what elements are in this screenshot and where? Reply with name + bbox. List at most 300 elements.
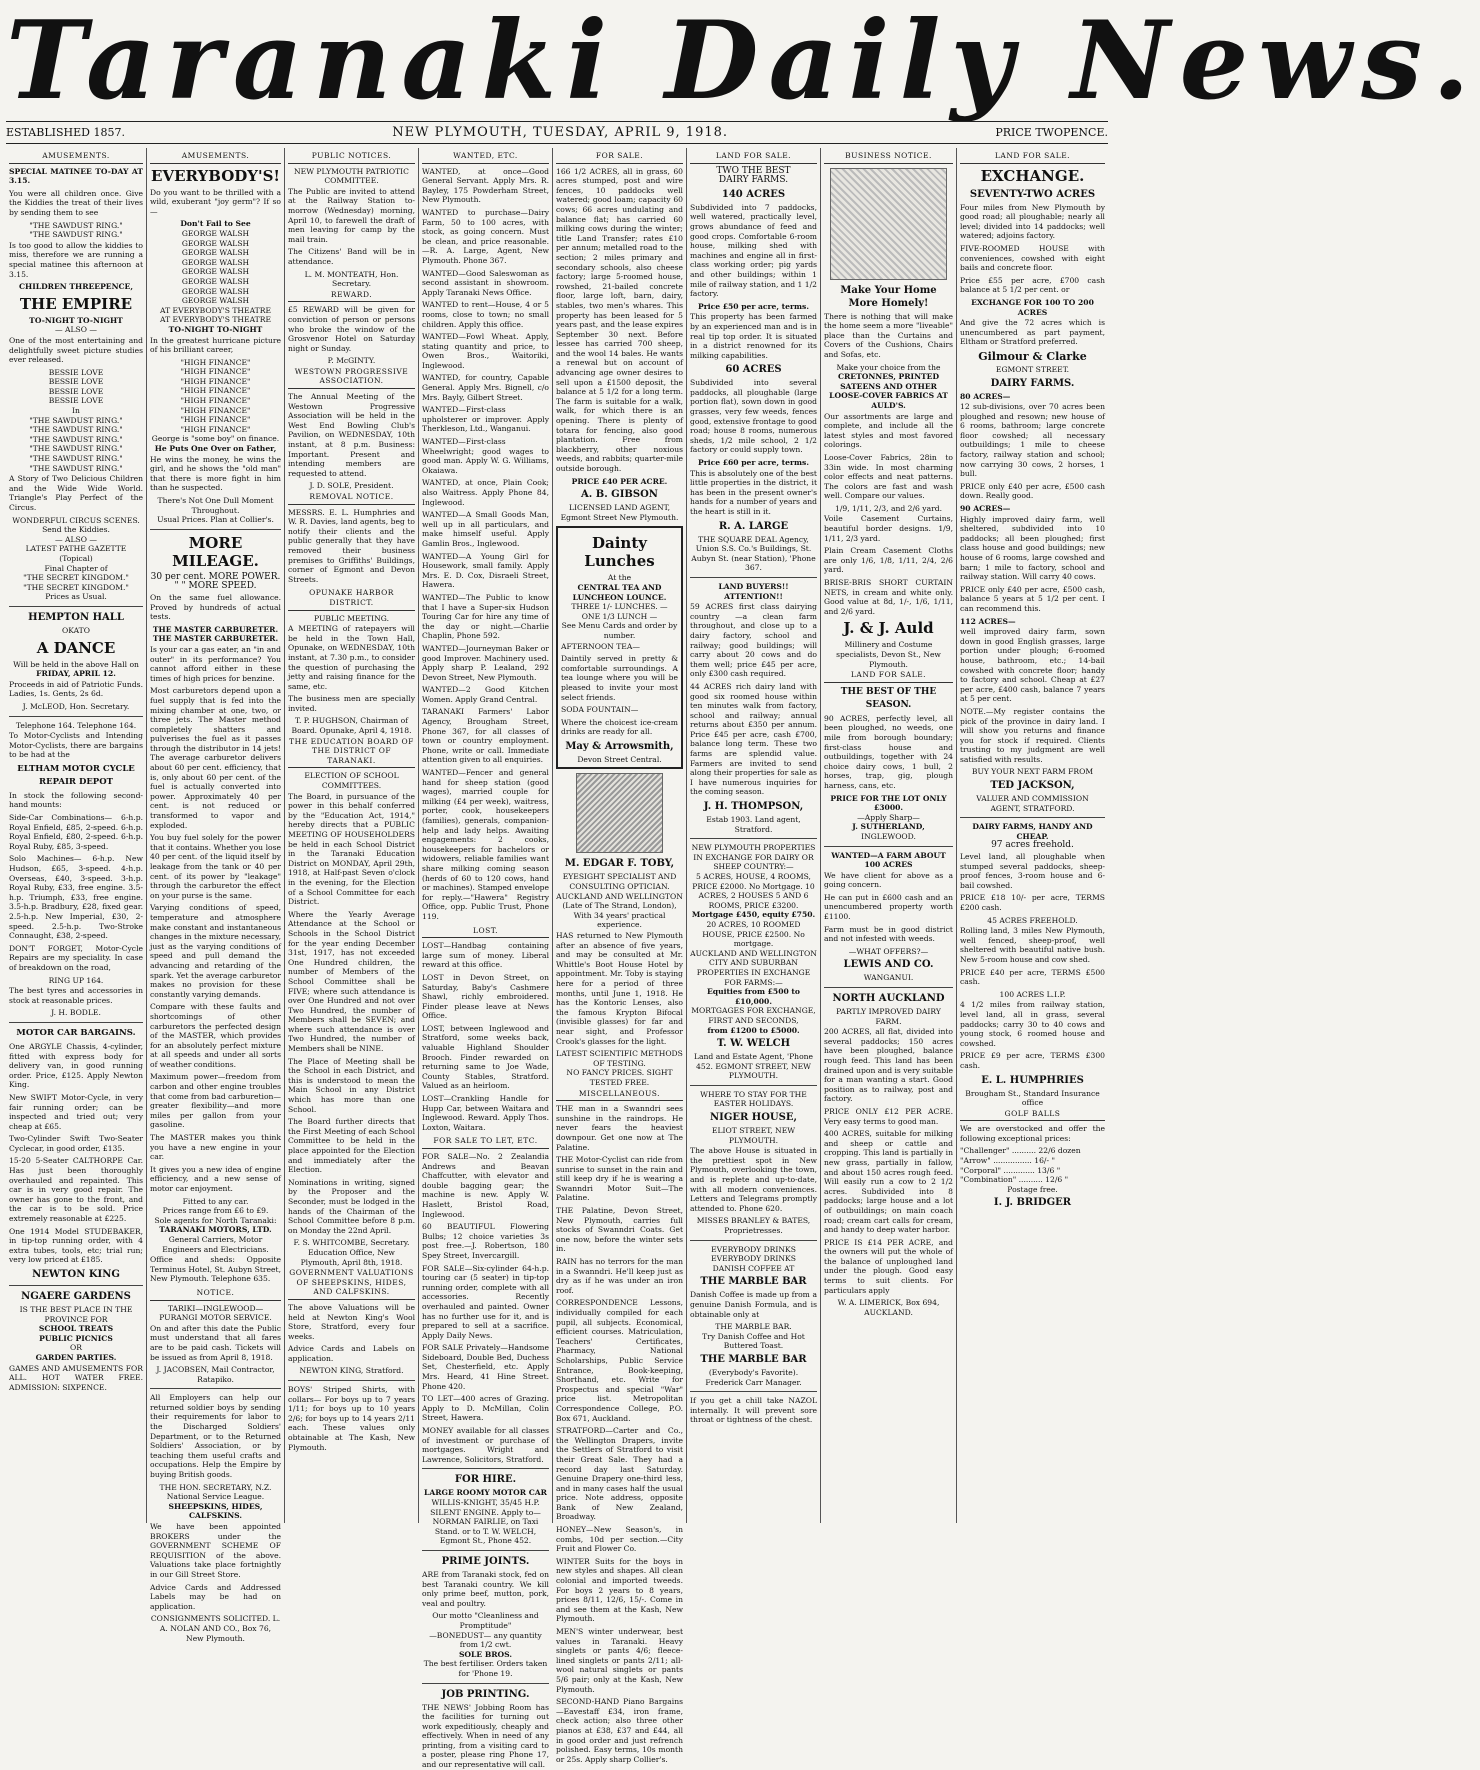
toby-name: M. EDGAR F. TOBY, <box>564 858 675 870</box>
section-heading: REMOVAL NOTICE. <box>288 491 415 505</box>
star-name: GEORGE WALSH <box>181 286 250 296</box>
master-carb: THE MASTER CARBURETER. <box>152 624 279 634</box>
returned-text: HAS returned to New Plymouth after an absence of five years, and may be consulted at Mr. Whittle's Boot House Hotel by appointment. Mr. Toby is staying here for a period of three months, until June 1, 1918. He has the Kontoric Lenses, also the famous Krypton Bifocal (invisible glasses) for far and near sight, and Professor Crook's glasses for the light. <box>556 931 683 1046</box>
acres-112: 112 ACRES— <box>960 616 1016 626</box>
secret-kingdom: "THE SECRET KINGDOM." <box>23 573 129 583</box>
dont-fail: Don't Fail to See <box>180 219 251 229</box>
prime-text: ARE from Taranaki stock, fed on best Taranaki country. We kill only prime beef, mutton, pork, veal and poultry. <box>422 1569 549 1608</box>
masthead-rule <box>6 121 1108 122</box>
handy-text: DAIRY FARMS, HANDY AND CHEAP. <box>972 822 1093 841</box>
more-power: 30 per cent. MORE POWER. <box>150 571 281 582</box>
acres-90: 90 ACRES— <box>960 504 1011 514</box>
wanted-item: WANTED—A Young Girl for Housework, small family. Apply Mrs. E. D. Cox, Disraeli Street, Hawera. <box>422 551 549 590</box>
mortgages-text: MORTGAGES FOR EXCHANGE, FIRST AND SECONDS, <box>691 1006 816 1025</box>
labels-text: Advice Cards and Labels on application. <box>288 1344 415 1363</box>
newton-name: NEWTON KING, Stratford. <box>299 1366 404 1376</box>
sole-name: J. D. SOLE, President. <box>309 481 394 491</box>
agent-text: Land and Estate Agent, 'Phone 452. EGMONT STREET, NEW PLYMOUTH. <box>693 1052 814 1081</box>
limerick-name: W. A. LIMERICK, Box 694, AUCKLAND. <box>837 1298 940 1317</box>
solely-text: You buy fuel solely for the power that it contains. Whether you lose 40 per cent. of the liquid itself by leakage from the tank or 40 per cent. of its power by "leakage" through the carburetor the effect on your purse is the same. <box>150 833 281 900</box>
public-picnics: PUBLIC PICNICS <box>39 1333 113 1343</box>
separator <box>690 838 817 839</box>
separator <box>422 1468 549 1469</box>
danish-text: DANISH COFFEE AT <box>712 1263 795 1273</box>
seventy-two: SEVENTY-TWO ACRES <box>969 188 1096 200</box>
lost-item: LOST, between Inglewood and Stratford, some weeks back, valuable Highland Shoulder Brooch. Finder rewarded on returning same to Joe Wade, County Stables, Stratford. Valued as an heirloom. <box>422 1023 549 1091</box>
everybodys-title: EVERYBODY'S! <box>151 166 280 185</box>
acres-60: 60 ACRES <box>725 364 782 376</box>
hurricane-text: In the greatest hurricane picture of his brilliant career, <box>150 335 281 355</box>
office-text: Office and sheds: Opposite Terminus Hotel, St. Aubyn Street, New Plymouth. Telephone 635. <box>150 1255 281 1284</box>
board-text: The Board, in pursuance of the power in this behalf conferred by the "Education Act, 1914," hereby directs that a PUBLIC MEETING OF HOUSEHOLDERS be held in each School District in the Taranaki Education District on MONDAY, April 29th, 1918, at Half-past Seven o'clock in the evening, for the Election of a School Committee for each District. <box>288 791 415 907</box>
in-text: In <box>72 406 80 416</box>
column-land-exchange <box>957 150 1108 1523</box>
lip-text: 100 ACRES L.I.P. <box>999 989 1066 999</box>
price-400: PRICE IS £14 PER ACRE, and the owners will put the whole of the balance of unploughed land under the plough. Good easy terms to suit clients. For particulars apply <box>824 1237 953 1295</box>
devon-text: Devon Street Central. <box>577 754 662 764</box>
section-heading: NOTICE. <box>150 1287 281 1301</box>
misc-item: HONEY—New Season's, in combs, 10d per section.—City Fruit and Flower Co. <box>556 1525 683 1554</box>
job-printing: JOB PRINTING. <box>441 1688 530 1700</box>
misc-item: MEN'S winter underwear, best values in Taranaki. Heavy singlets or pants 4/6; fleece-lined singlets or pants 2/11; all-wool natural singlets or pants 5/6 pair; only at the Kash, New Plymouth. <box>556 1627 683 1694</box>
employers-text: All Employers can help our returned soldier boys by sending their requirements for labor to the Discharged Soldiers' Department, or to the Returned Soldiers' Association, or by teaching them useful crafts and occupations. Help the Empire by buying British goods. <box>150 1393 281 1480</box>
wanted-item: WANTED—Fowl Wheat. Apply, stating quantity and price, to Owen Bros., Waitoriki, Inglewood. <box>422 332 549 370</box>
annual-text: The Annual Meeting of the Westown Progressive Association will be held in the West End Bowling Club's Pavilion, on WEDNESDAY, 10th instant, at 8 p.m. Business: Important. Present and intending members are requested to attend. <box>288 392 415 478</box>
above-text: The above Valuations will be held at Newton King's Wool Store, Stratford, every four weeks. <box>288 1302 415 1341</box>
section-heading: LAND FOR SALE. <box>690 150 817 164</box>
section-heading: OPUNAKE HARBOR DISTRICT. <box>288 587 415 610</box>
buyers-attention: LAND BUYERS!! ATTENTION!! <box>718 581 789 601</box>
acres-5: 5 ACRES, HOUSE, 4 ROOMS, PRICE £2000. No Mortgage. 10 ACRES, 2 HOUSES 5 AND 6 ROOMS, PRICE £3200. <box>692 872 815 910</box>
sawdust-ring: "THE SAWDUST RING." <box>29 230 123 240</box>
text-100: 4 1/2 miles from railway station, level land, all in grass, several paddocks; carry 30 to 40 cows and young stock, 6 roomed house and cowshed. <box>960 1000 1105 1048</box>
wanted-item: WANTED—The Public to know that I have a Super-six Hudson Touring Car for hire any time of the day or night.—Charlie Chaplin, Phone 592. <box>422 592 549 641</box>
partly-text: PARTLY IMPROVED DAIRY FARM. <box>836 1007 941 1026</box>
gazette-text: LATEST PATHE GAZETTE <box>25 544 127 554</box>
section-heading: REWARD. <box>288 289 415 303</box>
wanted-farm: WANTED—A FARM ABOUT 100 ACRES <box>831 850 946 870</box>
returning-text: The Board further directs that the First Meeting of each School Committee to be held in the place appointed for the Election and immediately after the Election. <box>288 1117 415 1175</box>
exchange-text: AUCKLAND AND WELLINGTON CITY AND SUBURBAN PROPERTIES IN EXCHANGE FOR FARMS:— <box>690 948 817 987</box>
choice-text: Make your choice from the <box>836 362 941 372</box>
postage-text: Postage free. <box>1007 1184 1058 1194</box>
column-amusements-2 <box>147 150 284 1643</box>
masthead-title: Taranaki Daily News. <box>6 0 1480 124</box>
mcginty-name: P. McGINTY. <box>327 356 376 366</box>
film-title: "HIGH FINANCE" <box>180 357 251 367</box>
buy-text: BUY YOUR NEXT FARM FROM <box>971 767 1094 777</box>
film-title: "HIGH FINANCE" <box>180 424 251 434</box>
sawdust-ring: "THE SAWDUST RING." <box>29 463 123 473</box>
text-90: Highly improved dairy farm, well sheltered, subdivided into 10 paddocks; all been ploughed; first class house and good buildings; new house of 6 rooms, large cowshed and barn; 1 mile to factory, school and railway station. Will carry 40 cows. <box>960 514 1105 582</box>
marble-bar: THE MARBLE BAR. <box>715 1322 792 1332</box>
film-title: "HIGH FINANCE" <box>180 405 251 415</box>
invited-text: The Public are invited to attend at the Railway Station to-morrow (Wednesday) morning, April 10, to farewell the draft of men leaving for camp by the mail train. <box>288 186 415 244</box>
separator <box>9 1285 143 1286</box>
hempton-hall: HEMPTON HALL <box>28 611 124 623</box>
tariki-service: TARIKI—INGLEWOOD—PURANGI MOTOR SERVICE. <box>159 1303 272 1323</box>
prime-joints: PRIME JOINTS. <box>441 1555 530 1567</box>
brokers-text: We have been appointed BROKERS under the GOVERNMENT SCHEME OF REQUISITION of the above. Valuations take place fortnightly in our Gill Street Store. <box>150 1522 281 1579</box>
price-80: PRICE only £40 per acre, £500 cash down. Really good. <box>960 481 1105 501</box>
try-text: Try Danish Coffee and Hot Buttered Toast. <box>702 1331 805 1351</box>
separator <box>9 1022 143 1023</box>
average-text: Where the Yearly Average Attendance at the School or Schools in the School District for the year ending December 31st, 1917, has not exceeded One Hundred children, the number of Members of the School Committee shall be FIVE; where such attendance is over One Hundred and not over Two Hundred, the number of Members shall be SEVEN; and where such attendance is over Two Hundred, the number of Members shall be NINE. <box>288 909 415 1054</box>
auld-name: J. & J. Auld <box>843 619 934 638</box>
hire-text: WILLIS-KNIGHT, 35/45 H.P. SILENT ENGINE. Apply to— <box>430 1498 541 1517</box>
tea-lounge: CENTRAL TEA AND LUNCHEON LOUNCE. <box>572 582 667 602</box>
section-heading: MISCELLANEOUS. <box>556 1088 683 1102</box>
may-arrowsmith: May & Arrowsmith, <box>565 740 674 752</box>
compare-text: Compare with these faults and shortcomings of other carburetors the perfected design of the MASTER, which provides for an absolutely perfect mixture at all speeds and under all sorts of weather conditions. <box>150 1002 281 1069</box>
misc-item: THE man in a Swanndri sees sunshine in the raindrops. He never fears the heaviest downpour. Get one now at The Palatine. <box>556 1104 683 1152</box>
cold-text: If you get a chill take NAZOL internally. It will prevent sore throat or tightness of the chest. <box>690 1396 817 1425</box>
wanted-item: WANTED—Journeyman Baker or good Improver. Machinery used. Apply sharp P. Lealand, 292 Devon Street, New Plymouth. <box>422 643 549 682</box>
separator <box>690 1391 817 1392</box>
years-text: With 34 years' practical experience. <box>573 910 666 930</box>
star-name: BESSIE LOVE <box>48 386 104 396</box>
star-name: BESSIE LOVE <box>48 396 104 406</box>
jacobsen-name: J. JACOBSEN, Mail Contractor, Ratapiko. <box>156 1365 275 1384</box>
star-name: GEORGE WALSH <box>181 238 250 248</box>
niger-text: The above House is situated in the prettiest spot in New Plymouth, overlooking the town, and is replete and up-to-date, with all modern conveniences. Letters and Telegrams promptly attended to. Phone 620. <box>690 1146 817 1213</box>
separator <box>824 987 953 988</box>
star-name: BESSIE LOVE <box>48 377 104 387</box>
home-illustration <box>830 168 947 280</box>
tyres-text: The best tyres and accessories in stock at reasonable prices. <box>9 986 143 1005</box>
section-heading: BUSINESS NOTICE. <box>824 150 953 164</box>
wanted-item: TARANAKI Farmers' Labor Agency, Brougham Street, Phone 367, for all classes of town or country employment. Phone, write or call. Immediate attention given to all enquiries. <box>422 707 549 765</box>
sale-item: FOR SALE Privately—Handsome Sideboard, Double Bed, Duchess Set, Chesterfield, etc. Apply Mrs. Heard, 41 Hine Street. Phone 420. <box>422 1343 549 1391</box>
wanted-item: WANTED—A Small Goods Man, well up in all particulars, and make himself useful. Apply Gamlin Bros., Inglewood. <box>422 510 549 548</box>
monteath-name: L. M. MONTEATH, Hon. Secretary. <box>304 269 399 289</box>
price-45: PRICE £40 per acre, TERMS £500 cash. <box>960 967 1105 987</box>
dairy-farms: DAIRY FARMS. <box>990 377 1075 389</box>
sutherland-name: J. SUTHERLAND, <box>852 822 925 832</box>
theatre-text: AT EVERYBODY'S THEATRE <box>160 315 271 325</box>
coffee-text: Danish Coffee is made up from a genuine Danish Formula, and is obtainable only at <box>690 1290 817 1319</box>
children-text: You were all children once. Give the Kiddies the treat of their lives by sending them to see <box>9 188 143 217</box>
circus-text: WONDERFUL CIRCUS SCENES. Send the Kiddies. <box>12 515 140 535</box>
sawdust-ring: "THE SAWDUST RING." <box>29 454 123 464</box>
text-80: 12 sub-divisions, over 70 acres been ploughed and resown; new house of 6 rooms, bathroom; large concrete floor cowshed; all necessary outbuildings; 1 mile to cheese factory, railway station and school; now carrying 30 cows, 2 horses, 1 bull. <box>960 402 1105 479</box>
proceeds-text: Proceeds in aid of Patriotic Funds. Ladies, 1s. Gents, 2s 6d. <box>9 679 143 699</box>
car-bargains: MOTOR CAR BARGAINS. <box>16 1027 136 1038</box>
column-wanted <box>419 150 552 1770</box>
fert-text: The best fertiliser. Orders taken for 'Phone 19. <box>423 1659 548 1678</box>
ring-text: RING UP 164. <box>48 975 104 985</box>
auckland-text: AUCKLAND AND WELLINGTON (Late of The Strand, London), <box>556 891 683 911</box>
section-heading: LOST. <box>422 925 549 939</box>
theatre-text: AT EVERYBODY'S THEATRE <box>160 305 271 315</box>
price-50: Price £50 per acre, terms. <box>698 301 809 311</box>
children-price: CHILDREN THREEPENCE, <box>18 282 133 292</box>
tonight-text: TO-NIGHT TO-NIGHT <box>168 324 263 334</box>
wanted-item: WANTED—Good Saleswoman as second assistant in showroom. Apply Taranaki News Office. <box>422 268 549 297</box>
misc-item: STRATFORD—Carter and Co., the Wellington Drapers, invite the Settlers of Stratford to visit their Great Sale. They had a record day last Saturday. Genuine Drapery one-third less, and in many cases half the usual price. Note address, opposite Bank of New Zealand, Broadway. <box>556 1426 683 1522</box>
lost-item: LOST—Handbag containing large sum of money. Liberal reward at this office. <box>422 941 549 970</box>
studebaker-ad: One 1914 Model STUDEBAKER, in tip-top running order, with 4 extra tubes, tools, etc; trial run; very low priced at £185. <box>9 1226 143 1265</box>
feel-text: The MASTER makes you think you have a new engine in your car. <box>150 1133 281 1162</box>
dance-date: FRIDAY, APRIL 12. <box>36 669 116 679</box>
wanted-item: WANTED to purchase—Dairy Farm, 50 to 100 acres, with stock, as going concern. Must be clean, and price reasonable.—R. A. Large, Agent, New Plymouth. Phone 367. <box>422 207 549 265</box>
most-text: Most carburetors depend upon a fuel supply that is fed into the mixing chamber at one, two, or three jets. The Master method completely shatters and pulverises the fuel as it passes through the distributor in 14 jets! The average carburetor delivers about 60 per cent. efficiency, that is, only about 60 per cent. of the fuel is actually converted into power. Approximately 40 per cent. is not reduced or transformed to vapor and exploded. <box>150 686 281 830</box>
valuer-text: VALUER AND COMMISSION AGENT, STRATFORD. <box>976 794 1089 813</box>
column-land-for-sale <box>687 150 820 1523</box>
film-title: "HIGH FINANCE" <box>180 376 251 386</box>
welch-name: T. W. WELCH <box>716 1038 791 1050</box>
dainty-lunches-ad <box>556 526 683 769</box>
calthorpe-ad: 15-20 5-Seater CALTHORPE Car. Has just been thoroughly overhauled and repainted. This car is in very good repair. The owner has gone to the front, and the car is to be sold. Price extremely reasonable at £225. <box>9 1156 143 1224</box>
humphries-name: E. L. HUMPHRIES <box>981 1074 1084 1086</box>
acres-200: 200 ACRES, all flat, divided into several paddocks; 150 acres have been ploughed, balance rough feed. This land has been drained upon and is very suitable for a man wanting a start. Good position as to railway, post and factory. <box>824 1027 953 1104</box>
wanted-item: WANTED, at once—Good General Servant. Apply Mrs. R. Bayley, 175 Powderham Street, New Plymouth. <box>422 166 549 205</box>
separator <box>9 606 143 607</box>
fancy-text: NO FANCY PRICES. SIGHT TESTED FREE. <box>566 1068 673 1087</box>
more-speed: " " MORE SPEED. <box>174 581 257 592</box>
price-text: PRICE £40 PER ACRE. <box>571 476 668 486</box>
section-heading: FOR SALE TO LET, ETC. <box>422 1135 549 1149</box>
voile-text: Voile Casement Curtains, beautiful border designs. 1/9, 1/11, 2/3 yard. <box>824 514 953 543</box>
dainty-title: Dainty Lunches <box>584 534 655 571</box>
carriers-text: General Carriers, Motor Engineers and Electricians. <box>162 1234 269 1254</box>
best-season: THE BEST OF THE SEASON. <box>840 686 937 710</box>
separator <box>150 1388 281 1389</box>
north-auckland: NORTH AUCKLAND <box>832 993 945 1005</box>
section-heading: THE EDUCATION BOARD OF THE DISTRICT OF TARANAKI. <box>288 736 415 769</box>
sole-bros: SOLE BROS. <box>458 1649 513 1659</box>
for-hire: FOR HIRE. <box>454 1474 517 1486</box>
assort-text: Our assortments are large and complete, and include all the latest styles and most favored colorings. <box>824 411 953 450</box>
separator <box>150 529 281 530</box>
gas-text: Is your car a gas eater, an "in and outer" in its performance? You cannot afford either in these times of high prices for benzine. <box>150 644 281 683</box>
wins-text: He wins the money, he wins the girl, and he shows the "old man" that there is more fight in him than he suspected. <box>150 454 281 493</box>
section-heading: PUBLIC NOTICES. <box>288 150 415 164</box>
loose-text: Loose-Cover Fabrics, 28in to 33in wide. In most charming color effects and neat patterns. The colors are fast and wash well. Compare our values. <box>824 452 953 501</box>
sale-item: FOR SALE—Six-cylinder 64-h.p. touring car (5 seater) in tip-top running order, complete with all accessories. Recently overhauled and painted. Owner has no further use for it, and is prepared to sell at a sacrifice. Apply Daily News. <box>422 1263 549 1340</box>
gives-text: It gives you a new idea of engine efficiency, and a new sense of motor car enjoyment. <box>150 1164 281 1193</box>
egmont-text: Egmont Street New Plymouth. <box>560 512 679 522</box>
stock-text: In stock the following second-hand mounts: <box>9 790 143 810</box>
wanganui-text: WANGANUI. <box>863 973 914 983</box>
maximum-text: Maximum power—freedom from carbon and other engine troubles that come from bad carburetion—greater flexibility—and more miles per gallon from your gasoline. <box>150 1072 281 1130</box>
misc-item: RAIN has no terrors for the man in a Swanndri. He'll keep just as dry as if he was under an iron roof. <box>556 1257 683 1295</box>
acres-44: 44 ACRES rich dairy land with good six roomed house within ten minutes walk from factory, school and railway; annual returns about £350 per annum. Price £45 per acre, cash £700, balance long term. These two farms are splendid value. Farmers are invited to send along their properties for sale as I have numerous inquiries for the coming season. <box>690 681 817 797</box>
topical-text: (Topical) <box>59 553 93 563</box>
star-name: GEORGE WALSH <box>181 267 250 277</box>
garden-parties: GARDEN PARTIES. <box>35 1352 117 1362</box>
swift-ad: New SWIFT Motor-Cycle, in very fair running order; can be inspected and tried out; very cheap at £65. <box>9 1092 143 1131</box>
price-60: Price £60 per acre, terms. <box>698 458 809 468</box>
okato-text: OKATO <box>62 625 90 635</box>
text-45: Rolling land, 3 miles New Plymouth, well fenced, sheep-proof, well sheltered with beautiful native bush. New 5-room house and cow shed. <box>960 926 1105 964</box>
farm-60: Subdivided into several paddocks, all ploughable (large portion flat), sown down in good grasses, very few weeds, fences good, extensive frontage to good road; house 8 rooms, numerous sheds, 1/2 mile school, 2 1/2 factory or could supply town. <box>690 378 817 455</box>
business-text: The business men are specially invited. <box>288 694 415 713</box>
wanted-item: WANTED—First-class Wheelwright; good wages to good man. Apply W. G. Williams, Okaiawa. <box>422 437 549 475</box>
ingle-text: INGLEWOOD. <box>861 831 916 841</box>
messrs-text: MESSRS. E. L. Humphries and W. R. Davies, land agents, beg to notify their clients and the public generally that they have removed their business premises to Griffiths' Buildings, corner of Egmont and Devon Streets. <box>288 507 415 584</box>
freehold-text: 45 ACRES FREEHOLD. <box>987 915 1078 925</box>
usual-text: Usual Prices. Plan at Collier's. <box>157 515 274 525</box>
section-heading: WANTED, ETC. <box>422 150 549 164</box>
acres-20: 20 ACRES, 10 ROOMED HOUSE, PRICE £2500. No mortgage. <box>702 919 805 949</box>
secretary-name: J. McLEOD, Hon. Secretary. <box>22 701 130 711</box>
band-text: The Citizens' Band will be in attendance. <box>288 247 415 266</box>
section-heading: GOLF BALLS <box>960 1108 1105 1122</box>
george-son: George is "some boy" on finance. <box>151 434 280 444</box>
separator <box>824 846 953 847</box>
acres-400: 400 ACRES, suitable for milking and sheep or cattle and cropping. This land is partially in new grass, partially in fallow, and about 150 acres rough feed. Will easily run a cow to 2 1/2 acres. Subdivided into 8 paddocks; large house and a lot of outbuildings; on main coach road; cream cart calls for cream, and handy to deep water harbor. <box>824 1129 953 1235</box>
separator <box>690 1085 817 1086</box>
star-name: GEORGE WALSH <box>181 257 250 267</box>
three-lunches: THREE 1/- LUNCHES. — ONE 1/3 LUNCH — <box>571 602 668 621</box>
price-text: Price £55 per acre, £700 cash balance at 5 1/2 per cent. or <box>960 275 1105 295</box>
sale-item: TO LET—400 acres of Grazing. Apply to D. McMillan, Colin Street, Hawera. <box>422 1394 549 1423</box>
also-text: — ALSO — <box>55 325 97 335</box>
taranaki-motors: TARANAKI MOTORS, LTD. <box>159 1225 272 1235</box>
icecream-text: Where the choicest ice-cream drinks are ready for all. <box>561 717 678 737</box>
bonedust-text: —BONEDUST— any quantity from 1/2 cwt. <box>429 1630 542 1650</box>
eltham-depot: ELTHAM MOTOR CYCLE REPAIR DEPOT <box>17 763 135 787</box>
acres-97: 97 acres freehold. <box>991 840 1074 851</box>
fitted-text: Fitted to any car. <box>182 1196 249 1206</box>
afternoon-text: AFTERNOON TEA— <box>561 641 640 651</box>
golf-ball-price: "Combination" .......... 12/6 " <box>960 1175 1069 1185</box>
misc-item: WINTER Suits for the boys in new styles and shapes. All clean colonial and imported tweeds. For boys 2 years to 8 years, prices 8/11, 12/6, 15/-. Come in and see them at the Kash, New Plymouth. <box>556 1556 683 1624</box>
motorists-text: To Motor-Cyclists and Intending Motor-Cyclists, there are bargains to be had at the <box>9 731 143 760</box>
telephone-text: Telephone 164. Telephone 164. <box>15 720 137 730</box>
brise-text: BRISE-BRIS SHORT CURTAIN NETS, in cream and white only. Good value at 8d, 1/-, 1/6, 1/11, and 2/6 yard. <box>824 578 953 616</box>
dairy-farms: DAIRY FARMS. <box>718 175 789 186</box>
varying-text: Varying conditions of speed, temperature and atmosphere make constant and instantaneous changes in the mixture necessary, just as the varying conditions of speed and pull demand the advancing and retarding of the spark. Yet the average carburetor makes no provision for these constantly varying demands. <box>150 903 281 999</box>
separator <box>422 1683 549 1684</box>
same-fuel: On the same fuel allowance. Proved by hundreds of actual tests. <box>150 592 281 622</box>
patriotic-heading: NEW PLYMOUTH PATRIOTIC COMMITTEE. <box>294 166 409 186</box>
farmed-text: This property has been farmed by an experienced man and is in real tip top order. It is situated in a district renowned for its milking capabilities. <box>690 312 817 360</box>
section-heading: GOVERNMENT VALUATIONS OF SHEEPSKINS, HIDES, AND CALFSKINS. <box>288 1267 415 1300</box>
price-lot: PRICE FOR THE LOT ONLY £3000. <box>830 793 947 813</box>
wanted-item: WANTED—Fencer and general hand for sheep station (good wages), married couple for milking (£4 per week), waitress, porter, cook, housekeepers (families), generals, companion-help and lady helps. Awaiting engagements: 2 cooks, housekeepers for bachelors or widowers, reliable families want share milking coming season (herds of 60 to 120 cows, hand or machines). Stamped envelope for reply.—"Hawera" Registry Office, opp. Public Trust, Phone 119. <box>422 768 549 921</box>
golf-ball-price: "Challenger" .......... 22/6 dozen <box>960 1146 1081 1156</box>
five-text: FIVE-ROOMED HOUSE with conveniences, cowshed with eight bails and concrete floor. <box>960 243 1105 273</box>
large-name: R. A. LARGE <box>718 520 789 532</box>
thompson-name: J. H. THOMPSON, <box>703 801 804 813</box>
sawdust-ring: "THE SAWDUST RING." <box>29 415 123 425</box>
niger-house: NIGER HOUSE, <box>710 1112 797 1124</box>
interest-text: One of the most entertaining and delightfully sweet picture studies ever released. <box>9 335 143 365</box>
section-heading: LAND FOR SALE. <box>824 669 953 683</box>
acres-90: 90 ACRES, perfectly level, all been ploughed, no weeds, one mile from borough boundary; first-class house and outbuildings, together with 24 choice dairy cows, 1 bull, 2 horses, trap, gig, plough harness, cans, etc. <box>824 713 953 790</box>
overstocked-text: We are overstocked and offer the following exceptional prices: <box>960 1124 1105 1143</box>
cretonnes-text: CRETONNES, PRINTED SATEENS AND OTHER LOOSE-COVER FABRICS AT AULD'S. <box>829 372 948 410</box>
star-name: GEORGE WALSH <box>181 228 250 238</box>
from-text: from £1200 to £5000. <box>707 1025 800 1035</box>
sawdust-ring: "THE SAWDUST RING." <box>29 444 123 454</box>
column-for-sale <box>553 150 686 1764</box>
price-text: PRICE TWOPENCE. <box>995 125 1108 139</box>
bridger-name: I. J. BRIDGER <box>993 1197 1072 1209</box>
wanted-item: WANTED—2 Good Kitchen Women. Apply Grand Central. <box>422 685 549 704</box>
fares-text: On and after this date the Public must understand that all fares are to be paid cash. Tickets will be issued as from April 8, 1918. <box>150 1323 281 1362</box>
film-title: "HIGH FINANCE" <box>180 415 251 425</box>
mileage-title: MORE MILEAGE. <box>172 533 259 570</box>
optician-text: EYESIGHT SPECIALIST AND CONSULTING OPTICIAN. <box>562 872 677 892</box>
licensed-text: LICENSED LAND AGENT, <box>568 503 671 513</box>
thrilled-text: Do you want to be thrilled with a wild, exuberant "joy germ"? If so— <box>150 187 281 216</box>
sidecar-list: Side-Car Combinations— 6-h.p. Royal Enfield, £85, 2-speed. 6-h.p. Royal Enfield, £80, 2-speed. 6-h.p. Royal Ruby, £85, 3-speed. <box>9 813 143 851</box>
give-text: And give the 72 acres which is unencumbered as part payment, Eltham or Stratford preferred. <box>960 318 1105 347</box>
latest-text: LATEST SCIENTIFIC METHODS OF TESTING. <box>556 1049 683 1068</box>
nplym-text: NEW PLYMOUTH PROPERTIES IN EXCHANGE FOR DAIRY OR SHEEP COUNTRY:— <box>691 843 816 872</box>
drinks-text: EVERYBODY DRINKS EVERYBODY DRINKS <box>711 1244 796 1264</box>
wanted-item: WANTED, for country, Capable General. Apply Mrs. Bignell, c/o Mrs. Bayly, Gilbert Street. <box>422 373 549 402</box>
separator <box>690 577 817 578</box>
film-title: "HIGH FINANCE" <box>180 396 251 406</box>
favorite-text: (Everybody's Favorite). <box>708 1367 799 1377</box>
exchange-title: EXCHANGE. <box>980 166 1085 185</box>
sole-agents: Sole agents for North Taranaki: <box>154 1215 277 1225</box>
games-text: GAMES AND AMUSEMENTS FOR ALL. HOT WATER FREE. ADMISSION: SIXPENCE. <box>9 1363 143 1392</box>
money-text: MONEY available for all classes of investment or purchase of mortgages. Wright and Lawrence, Solicitors, Stratford. <box>422 1426 549 1464</box>
whitcombe-name: F. S. WHITCOMBE, Secretary. Education Office, New Plymouth, April 8th, 1918. <box>293 1238 410 1267</box>
loose-price: 1/9, 1/11, 2/3, and 2/6 yard. <box>834 503 943 513</box>
misc-item: THE Motor-Cyclist can ride from sunrise to sunset in the rain and still keep dry if he is wearing a Swanndri Motor Suit—The Palatine. <box>556 1155 683 1203</box>
film-title: "HIGH FINANCE" <box>180 367 251 377</box>
jackson-name: TED JACKSON, <box>990 780 1075 792</box>
argyle-ad: One ARGYLE Chassis, 4-cylinder, fitted with express body for delivery van, in good running order. Price, £125. Apply Newton King. <box>9 1041 143 1090</box>
note-text: NOTE.—My register contains the pick of the province in dairy land. I will show you returns and finance you for stock if required. Clients trusting to my judgment are well satisfied with results. <box>960 706 1105 764</box>
final-chapter: Final Chapter of <box>44 563 108 573</box>
egmont-text: EGMONT STREET. <box>995 364 1070 374</box>
master-carb: THE MASTER CARBURETER. <box>152 634 279 644</box>
school-treats: SCHOOL TREATS <box>38 1324 114 1334</box>
solo-list: Solo Machines— 6-h.p. New Hudson, £65, 3-speed. 4-h.p. Overseas, £40, 3-speed. 3-h.p. Royal Ruby, £33, free engine. 3.5-h.p. Triumph, £33, free engine. 3.5-h.p. Bradbury, £28, fixed gear. 2.5-h.p. New Imperial, £30, 2-speed. 2.5-h.p. Two-Stroke Connaught, £38, 2-speed. <box>9 854 143 941</box>
best-place: IS THE BEST PLACE IN THE PROVINCE FOR <box>19 1305 133 1324</box>
dance-title: A DANCE <box>36 638 116 657</box>
twocyl-ad: Two-Cylinder Swift Two-Seater Cyclecar, in good order, £135. <box>9 1134 143 1153</box>
newton-king: NEWTON KING <box>32 1269 120 1280</box>
separator <box>422 1550 549 1551</box>
meeting-heading: PUBLIC MEETING. <box>313 613 389 623</box>
shirts-text: BOYS' Striped Shirts, with collars— For boys up to 7 years 1/11; for boys up to 10 years 2/6; for boys up to 14 years 2/11 each. These values only obtainable at The Kash, New Plymouth. <box>288 1385 415 1452</box>
film-title: "HIGH FINANCE" <box>180 386 251 396</box>
section-heading: WESTOWN PROGRESSIVE ASSOCIATION. <box>288 366 415 389</box>
lost-item: LOST—Crankling Handle for Hupp Car, between Waitara and Inglewood. Reward. Apply Thos. Loxton, Waitara. <box>422 1094 549 1132</box>
established-text: ESTABLISHED 1857. <box>6 125 125 139</box>
text-97: Level land, all ploughable when stumped several paddocks, sheep-proof fences, 3-room house and 6-bail cowshed. <box>960 852 1105 890</box>
lost-item: LOST in Devon Street, on Saturday, Baby's Cashmere Shawl, richly embroidered. Finder please leave at News Office. <box>422 972 549 1021</box>
price-97: PRICE £18 10/- per acre, TERMS £200 cash. <box>960 893 1105 912</box>
apply-text: —Apply Sharp— <box>857 812 920 822</box>
bodle-name: J. H. BODLE. <box>51 1008 101 1018</box>
ngaere-gardens: NGAERE GARDENS <box>21 1291 131 1302</box>
branley-text: MISSES BRANLEY & BATES, Proprietresses. <box>696 1216 811 1235</box>
plain-text: Plain Cream Casement Cloths are only 1/6, 1/8, 1/11, 2/4, 2/6 yard. <box>824 546 953 575</box>
star-name: BESSIE LOVE <box>48 367 104 377</box>
dance-text: Will be held in the above Hall on <box>13 659 139 669</box>
text-112: well improved dairy farm, sown down in good English grasses, large portion under plough; 6-roomed house, bathroom, etc.; 14-bail cowshed with concrete floor; handy to factory and school. Cheap at £27 per acre, £400 cash, balance 7 years at 5 per cent. <box>960 627 1105 704</box>
column-business-notice <box>821 150 956 1523</box>
farm-140: Subdivided into 7 paddocks, well watered, practically level, grows abundance of feed and good crops. Comfortable 6-room house, milking shed with machines and engine all in first-class working order; pig yards and other buildings; within 1 mile of railway station, and 1 1/2 factory. <box>690 202 817 299</box>
hire-contact: NORMAN FAIRLIE, on Taxi Stand. or to T. W. WELCH, Egmont St., Phone 452. <box>432 1517 539 1546</box>
place-text: The Place of Meeting shall be the School in each District, and this is understood to mean the Main School in any District which has more than one School. <box>288 1056 415 1114</box>
separator <box>690 1240 817 1241</box>
at-text: At the <box>607 573 632 583</box>
dont-forget: DON'T FORGET, Motor-Cycle Repairs are my speciality. In case of breakdown on the road, <box>9 943 143 972</box>
cash-text: He can put in £600 cash and an unencumbered property worth £1100. <box>824 892 953 922</box>
exchange-for: EXCHANGE FOR 100 TO 200 ACRES <box>971 297 1094 317</box>
reward-text: £5 REWARD will be given for conviction of person or persons who broke the window of the Grosvenor Hotel on Saturday night or Sunday. <box>288 305 415 353</box>
